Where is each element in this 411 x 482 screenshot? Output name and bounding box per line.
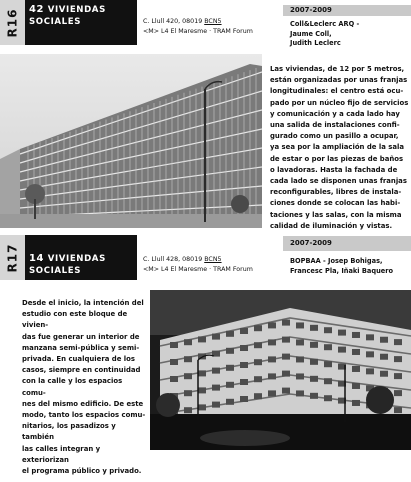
text-line: gurado como un pasillo a ocupar, bbox=[270, 132, 399, 141]
project-code-label: R16 bbox=[5, 8, 20, 37]
credit-line: Francesc Pla, Iñaki Baquero bbox=[290, 266, 394, 275]
credit-line: Coll&Leclerc ARQ - bbox=[290, 20, 360, 28]
street-address: C. Llull 420, 08019 bbox=[143, 18, 203, 25]
credit-line: BOPBAA - Josep Bohigas, bbox=[290, 257, 383, 265]
text-line: privada. En cualquiera de los bbox=[22, 355, 135, 364]
text-line: nes del mismo edificio. De este bbox=[22, 399, 144, 408]
project-code-r17 bbox=[0, 235, 25, 280]
text-line: calidad de iluminación y vistas. bbox=[270, 221, 393, 230]
title-line-2: SOCIALES bbox=[29, 266, 81, 276]
text-line: modo, tanto los espacios comu- bbox=[22, 411, 146, 420]
text-line: cada lado se disponen unas franjas bbox=[270, 177, 407, 186]
text-line: ya sea por la ampliación de la sala bbox=[270, 143, 405, 152]
metro-line: <M> L4 El Maresme bbox=[143, 266, 208, 273]
text-line: el programa público y privado. bbox=[22, 467, 142, 476]
text-line: estudio con este bloque de vivien- bbox=[22, 310, 128, 330]
street-address: C. Llull 428, 08019 bbox=[143, 256, 203, 263]
project-title-r16 bbox=[25, 0, 137, 45]
text-line: nitarios, los pasadizos y también bbox=[22, 422, 116, 442]
text-line: una salida de instalaciones confi- bbox=[270, 121, 400, 130]
tram-line: · TRAM Forum bbox=[209, 28, 253, 35]
title-line-2: SOCIALES bbox=[29, 17, 81, 27]
unit-count: 14 bbox=[29, 253, 45, 264]
text-line: casos, siempre en continuidad bbox=[22, 366, 141, 375]
credit-line: Jaume Coll, bbox=[290, 29, 332, 38]
text-line: o lavadoras. Hasta la fachada de bbox=[270, 165, 398, 174]
credits-r17 bbox=[290, 257, 410, 276]
project-code-r16 bbox=[0, 0, 25, 45]
building-photo-r17 bbox=[150, 290, 411, 450]
text-line: manzana semi-pública y semi- bbox=[22, 343, 140, 352]
project-code-label: R17 bbox=[5, 243, 20, 272]
postal-link[interactable]: BCN5 bbox=[204, 18, 222, 25]
text-line: y comunicación y a cada lado hay bbox=[270, 109, 400, 118]
text-line: con la calle y los espacios comu- bbox=[22, 377, 123, 397]
text-line: pado por un núcleo fijo de servicios bbox=[270, 98, 409, 107]
title-line-1: VIVIENDAS bbox=[47, 254, 106, 264]
title-line-1: VIVIENDAS bbox=[47, 5, 106, 15]
text-line: das fue generar un interior de bbox=[22, 332, 140, 341]
text-line: taciones y las salas, con la misma bbox=[270, 210, 402, 219]
postal-link[interactable]: BCN5 bbox=[204, 256, 222, 263]
project-title-r17 bbox=[25, 235, 137, 280]
text-line: reconfigurables, libres de instala- bbox=[270, 188, 402, 197]
text-line: longitudinales: el centro está ocu- bbox=[270, 87, 404, 96]
metro-line: <M> L4 El Maresme bbox=[143, 28, 208, 35]
text-line: Desde el inicio, la intención del bbox=[22, 299, 144, 307]
text-line: ciones donde se colocan las habi- bbox=[270, 199, 401, 208]
description-r16 bbox=[270, 64, 410, 232]
unit-count: 42 bbox=[29, 4, 45, 15]
year-badge-r16: 2007-2009 bbox=[283, 5, 411, 16]
tram-line: · TRAM Forum bbox=[209, 266, 253, 273]
text-line: las calles integran y exteriorizan bbox=[22, 444, 101, 464]
year-badge-r17: 2007-2009 bbox=[283, 236, 411, 251]
text-line: están organizadas por unas franjas bbox=[270, 76, 408, 85]
address-r17 bbox=[143, 255, 283, 275]
description-r17 bbox=[22, 298, 147, 477]
text-line: de estar o por las piezas de baños bbox=[270, 154, 404, 163]
building-photo-r16 bbox=[0, 54, 262, 228]
credit-line: Judith Leclerc bbox=[290, 39, 341, 48]
text-line: Las viviendas, de 12 por 5 metros, bbox=[270, 65, 405, 73]
credits-r16 bbox=[290, 20, 410, 49]
address-r16 bbox=[143, 17, 283, 37]
